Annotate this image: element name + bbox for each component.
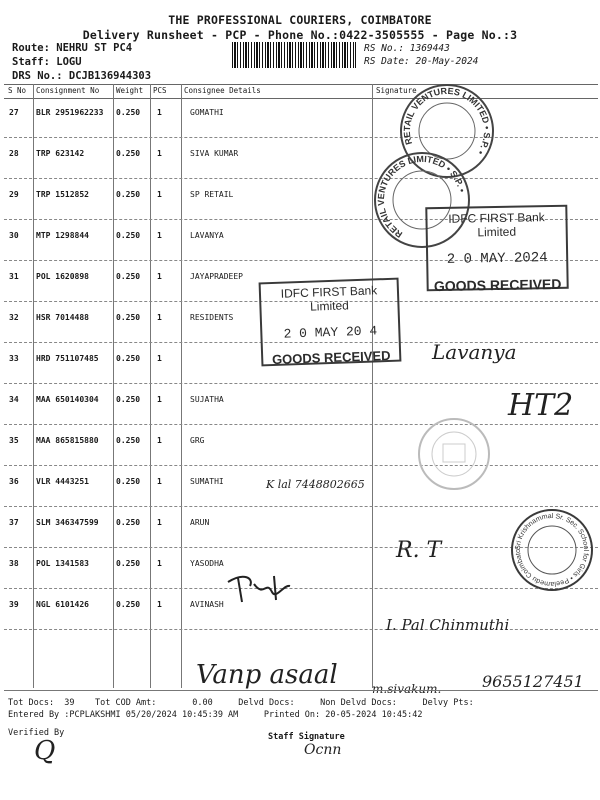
stamp-date: 2 0 MAY 2024 — [446, 250, 548, 268]
table-header-border — [4, 98, 598, 99]
row-sno: 29 — [9, 190, 19, 199]
totals-line: Tot Docs: 39 Tot COD Amt: 0.00 Delvd Docs: Non Delvd Docs: Delvy Pts: — [8, 698, 474, 708]
row-sno: 33 — [9, 354, 19, 363]
bank-goods-received-stamp-1 — [425, 205, 568, 295]
row-consignment-no: HRD 751107485 — [36, 354, 99, 363]
row-consignee: YASODHA — [190, 559, 224, 568]
row-divider — [4, 137, 598, 138]
handwritten-signature-33: HT2 — [508, 388, 574, 423]
row-consignment-no: TRP 1512852 — [36, 190, 89, 199]
column-divider — [33, 84, 34, 688]
table-top-border — [4, 84, 598, 85]
school-round-seal — [508, 503, 594, 592]
bank-name: IDFC FIRST Bank Limited — [448, 210, 545, 240]
row-pcs: 1 — [157, 436, 162, 445]
row-consignment-no: MTP 1298844 — [36, 231, 89, 240]
rs-number: RS No.: 1369443 — [364, 43, 450, 54]
row-consignment-no: MAA 650140304 — [36, 395, 99, 404]
row-pcs: 1 — [157, 395, 162, 404]
row-weight: 0.250 — [116, 559, 141, 568]
row-weight: 0.250 — [116, 313, 141, 322]
col-header-sno: S No — [8, 86, 27, 95]
row-sno: 28 — [9, 149, 19, 158]
rs-date: RS Date: 20-May-2024 — [364, 56, 479, 67]
row-consignee: LAVANYA — [190, 231, 224, 240]
row-divider — [4, 588, 598, 589]
row-pcs: 1 — [157, 518, 162, 527]
table-row — [0, 436, 600, 448]
column-divider — [150, 84, 151, 688]
staff-label: Staff: LOGU — [12, 56, 82, 68]
column-divider — [113, 84, 114, 688]
table-row — [0, 108, 600, 120]
row-sno: 38 — [9, 559, 19, 568]
svg-text:Sri Krishnammal Sr. Sec. Schoo: Sri Krishnammal Sr. Sec. School for Girls • Peelamedu Coimbatore • — [508, 503, 590, 588]
verified-signature: Q — [34, 736, 56, 766]
row-pcs: 1 — [157, 272, 162, 281]
handwritten-phone-39: 9655127451 — [482, 672, 584, 691]
row-sno: 37 — [9, 518, 19, 527]
row-weight: 0.250 — [116, 477, 141, 486]
row-pcs: 1 — [157, 231, 162, 240]
row-pcs: 1 — [157, 149, 162, 158]
row-divider — [4, 178, 598, 179]
row-pcs: 1 — [157, 354, 162, 363]
row-weight: 0.250 — [116, 600, 141, 609]
table-row — [0, 600, 600, 612]
faint-round-seal — [416, 416, 492, 492]
row-divider — [4, 424, 598, 425]
row-sno: 35 — [9, 436, 19, 445]
row-pcs: 1 — [157, 108, 162, 117]
column-divider — [181, 84, 182, 688]
handwritten-scribble-37 — [224, 570, 298, 606]
row-consignment-no: HSR 7014488 — [36, 313, 89, 322]
row-consignment-no: MAA 865815880 — [36, 436, 99, 445]
row-consignment-no: SLM 346347599 — [36, 518, 99, 527]
handwritten-name-39: m.sivakum. — [372, 682, 442, 696]
row-pcs: 1 — [157, 600, 162, 609]
row-pcs: 1 — [157, 190, 162, 199]
handwritten-note-35: K lal 7448802665 — [266, 478, 365, 491]
row-consignee: SUJATHA — [190, 395, 224, 404]
runsheet-subtitle: Delivery Runsheet - PCP - Phone No.:0422-3505555 - Page No.:3 — [82, 28, 518, 42]
staff-signature-label: Staff Signature — [268, 732, 345, 742]
row-weight: 0.250 — [116, 354, 141, 363]
row-consignee: AVINASH — [190, 600, 224, 609]
handwritten-signature-32: Lavanya — [432, 340, 517, 364]
row-consignment-no: TRP 623142 — [36, 149, 85, 158]
row-sno: 39 — [9, 600, 19, 609]
company-title: THE PROFESSIONAL COURIERS, COIMBATORE — [168, 13, 432, 27]
row-consignee: ARUN — [190, 518, 210, 527]
row-consignee: RESIDENTS — [190, 313, 234, 322]
handwritten-signature-39: Vanp asaal — [196, 660, 338, 690]
row-divider — [4, 547, 598, 548]
row-consignee: GRG — [190, 436, 205, 445]
row-weight: 0.250 — [116, 395, 141, 404]
row-sno: 27 — [9, 108, 19, 117]
handwritten-signature-38: I. Pal Chinmuthi — [386, 616, 510, 634]
row-weight: 0.250 — [116, 231, 141, 240]
row-weight: 0.250 — [116, 272, 141, 281]
row-divider — [4, 506, 598, 507]
table-row — [0, 149, 600, 161]
row-sno: 34 — [9, 395, 19, 404]
staff-signature-scribble: Ocnn — [304, 742, 342, 758]
col-header-pcs: PCS — [153, 86, 167, 95]
row-consignee: SUMATHI — [190, 477, 224, 486]
row-consignee: JAYAPRADEEP — [190, 272, 243, 281]
row-sno: 31 — [9, 272, 19, 281]
col-header-signature: Signature — [376, 86, 417, 95]
row-weight: 0.250 — [116, 108, 141, 117]
row-weight: 0.250 — [116, 190, 141, 199]
row-pcs: 1 — [157, 313, 162, 322]
goods-received-text: GOODS RECEIVED — [433, 275, 562, 295]
entered-by-line: Entered By :PCPLAKSHMI 05/20/2024 10:45:39 AM Printed On: 20-05-2024 10:45:42 — [8, 710, 423, 720]
row-consignment-no: BLR 2951962233 — [36, 108, 104, 117]
drs-number: DRS No.: DCJB136944303 — [12, 70, 152, 82]
handwritten-signature-36: R. T — [396, 538, 442, 563]
table-bottom-border — [4, 690, 598, 691]
stamp-date: 2 0 MAY 20 4 — [283, 323, 378, 342]
row-consignment-no: POL 1341583 — [36, 559, 89, 568]
row-consignee: GOMATHI — [190, 108, 224, 117]
row-sno: 30 — [9, 231, 19, 240]
row-weight: 0.250 — [116, 436, 141, 445]
row-divider — [4, 465, 598, 466]
route-label: Route: NEHRU ST PC4 — [12, 42, 133, 54]
row-consignment-no: VLR 4443251 — [36, 477, 89, 486]
row-pcs: 1 — [157, 559, 162, 568]
row-sno: 36 — [9, 477, 19, 486]
col-header-consignee: Consignee Details — [184, 86, 261, 95]
row-weight: 0.250 — [116, 149, 141, 158]
table-row — [0, 190, 600, 202]
row-consignment-no: POL 1620898 — [36, 272, 89, 281]
bank-goods-received-stamp-2 — [259, 278, 402, 367]
row-weight: 0.250 — [116, 518, 141, 527]
col-header-weight: Weight — [116, 86, 144, 95]
svg-text:RETAIL VENTURES LIMITED • S.P.: RETAIL VENTURES LIMITED • S.P. • — [375, 153, 468, 240]
col-header-consignment: Consignment No — [36, 86, 100, 95]
bank-name: IDFC FIRST Bank Limited — [280, 283, 378, 314]
row-consignee: SP RETAIL — [190, 190, 234, 199]
row-sno: 32 — [9, 313, 19, 322]
barcode-image — [232, 42, 356, 68]
row-pcs: 1 — [157, 477, 162, 486]
row-consignment-no: NGL 6101426 — [36, 600, 89, 609]
row-consignee: SIVA KUMAR — [190, 149, 239, 158]
verified-by-label: Verified By — [8, 728, 65, 738]
goods-received-text: GOODS RECEIVED — [271, 347, 391, 368]
svg-text:RETAIL VENTURES LIMITED • S.P.: RETAIL VENTURES LIMITED • S.P. • — [401, 85, 493, 157]
row-divider — [4, 383, 598, 384]
